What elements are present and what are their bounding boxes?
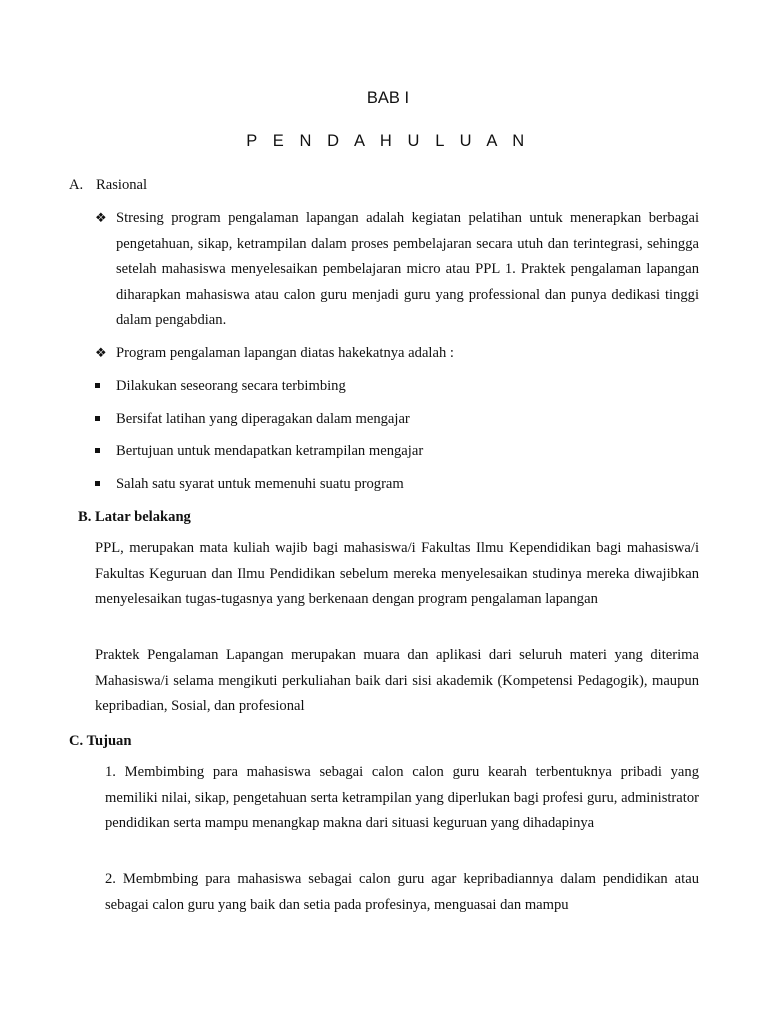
square-item-text: Salah satu syarat untuk memenuhi suatu program — [116, 476, 404, 492]
chapter-heading: BAB I — [366, 89, 410, 107]
numbered-list-item: 2. Membmbing para mahasiswa sebagai calon guru agar kepribadiannya dalam pendidikan atau sebagai calon guru yang baik dan setia pada profesinya, menguasai dan mampu — [105, 871, 699, 913]
diamond-item-text: Program pengalaman lapangan diatas hakekatnya adalah : — [116, 345, 454, 361]
paragraph: Praktek Pengalaman Lapangan merupakan muara dan aplikasi dari seluruh materi yang diterima Mahasiswa/i selama mengikuti perkuliahan baik dari sisi akademik (Kompetensi Pedagogik), maupun kepribadian, Sosial, dan profesional — [95, 647, 699, 714]
diamond-bullet-icon: ❖ — [95, 346, 107, 361]
diamond-list-item — [95, 206, 699, 334]
paragraph: PPL, merupakan mata kuliah wajib bagi mahasiswa/i Fakultas Ilmu Kependidikan bagi mahasiswa/i Fakultas Keguruan dan Ilmu Pendidikan sebelum mereka menyelesaikan studinya mereka diwajibkan menyelesaikan tugas-tugasnya yang berkenaan dengan program pengalaman lapangan — [95, 540, 699, 607]
square-list-item — [95, 409, 699, 429]
diamond-bullet-icon: ❖ — [95, 211, 107, 226]
square-bullet-icon — [95, 481, 100, 486]
square-list-item — [95, 474, 699, 494]
section-b-heading: B. Latar belakang — [78, 509, 191, 525]
chapter-title: P E N D A H U L U A N — [246, 132, 530, 150]
square-list-item — [95, 376, 699, 396]
section-a-title: Rasional — [96, 177, 148, 193]
square-bullet-icon — [95, 448, 100, 453]
square-bullet-icon — [95, 383, 100, 388]
diamond-item-text: Stresing program pengalaman lapangan adalah kegiatan pelatihan untuk menerapkan berbagai pengetahuan, sikap, ketrampilan dalam proses pembelajaran secara utuh dan terintegrasi, sehingga setelah mahasiswa menyelesaikan pembelajaran micro atau PPL 1. Praktek pengalaman lapangan diharapkan mahasiswa atau calon guru menjadi guru yang professional dan punya dedikasi tinggi dalam pengabdian. — [116, 210, 699, 328]
numbered-list-item: 1. Membimbing para mahasiswa sebagai calon calon guru kearah terbentuknya pribadi yang memiliki nilai, sikap, pengetahuan serta ketrampilan yang diperlukan bagi profesi guru, administrator pendidikan serta mampu menangkap makna dari situasi keguruan yang dihadapinya — [105, 764, 699, 831]
square-item-text: Bersifat latihan yang diperagakan dalam mengajar — [116, 411, 410, 427]
diamond-list-item — [95, 341, 699, 367]
section-c-heading: C. Tujuan — [69, 733, 132, 749]
square-item-text: Dilakukan seseorang secara terbimbing — [116, 378, 346, 394]
square-item-text: Bertujuan untuk mendapatkan ketrampilan mengajar — [116, 443, 424, 459]
section-a-number: A. — [69, 177, 84, 193]
square-bullet-icon — [95, 416, 100, 421]
square-list-item — [95, 441, 699, 461]
section-a-heading — [69, 175, 147, 195]
